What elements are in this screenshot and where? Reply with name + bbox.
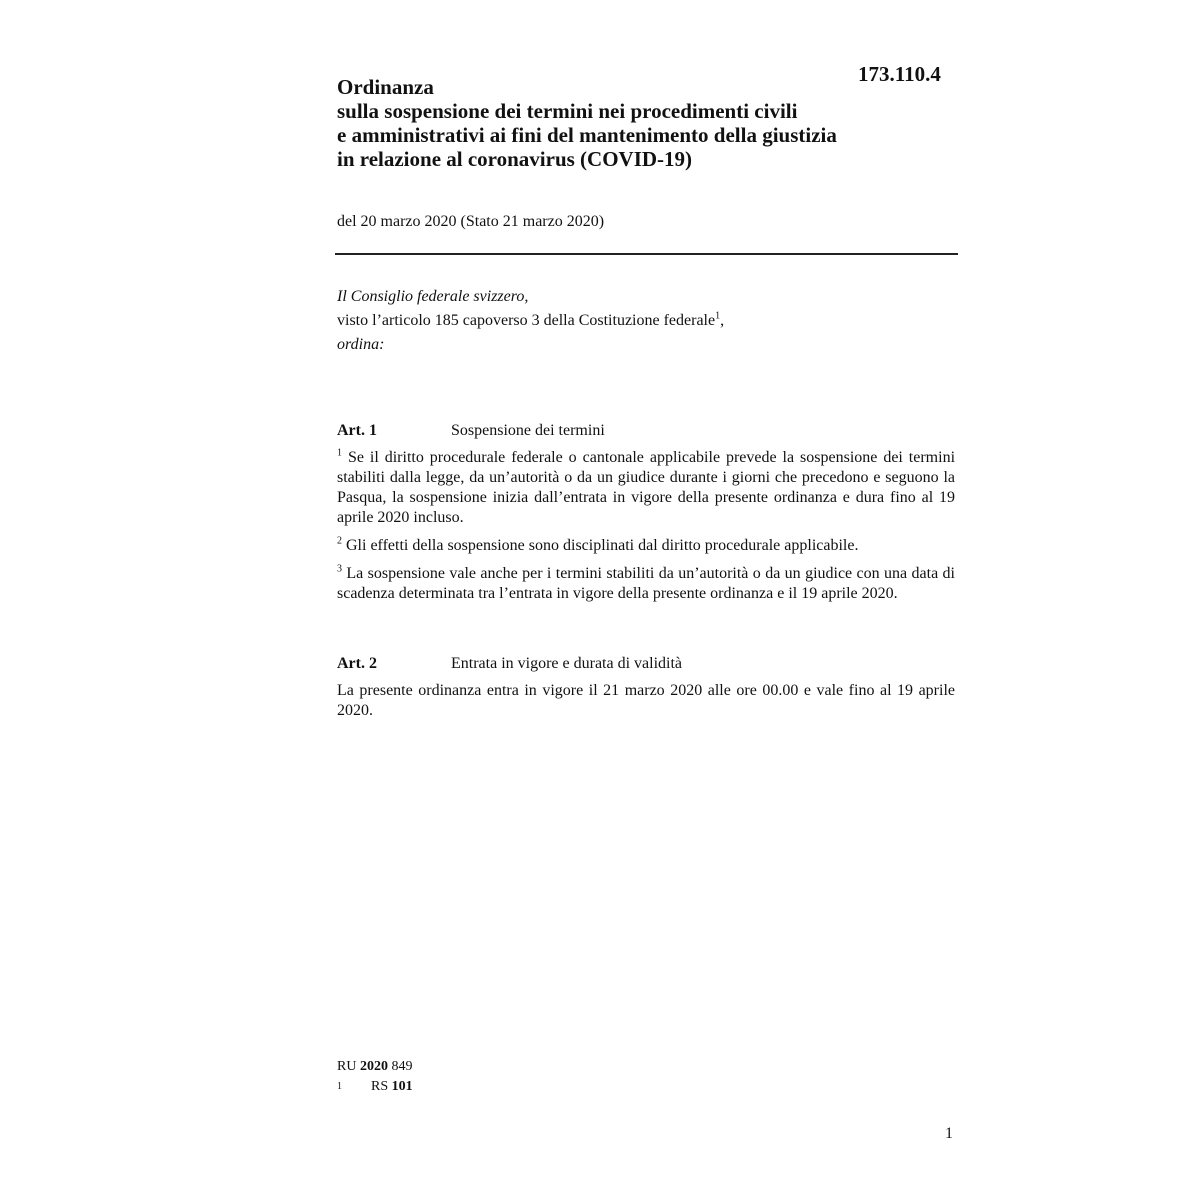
- title-divider: [335, 253, 958, 255]
- title-line-2: sulla sospensione dei termini nei procedimenti civili: [337, 99, 798, 123]
- article-2-paragraph-1: [337, 681, 955, 721]
- article-1-heading: Sospensione dei termini: [451, 422, 605, 439]
- footnote-ru: [337, 1057, 412, 1077]
- paragraph-number: 2: [337, 535, 342, 547]
- article-1-paragraph-3: [337, 564, 955, 604]
- document-date: del 20 marzo 2020 (Stato 21 marzo 2020): [337, 213, 605, 230]
- page-number: 1: [945, 1125, 953, 1142]
- paragraph-number: 1: [337, 447, 342, 459]
- ru-page: 849: [391, 1059, 413, 1074]
- ingress: [337, 285, 724, 357]
- ru-prefix: RU: [337, 1059, 357, 1074]
- footnote-1-number: 101: [391, 1079, 413, 1094]
- paragraph-text: Se il diritto procedurale federale o cantonale applicabile prevede la sospensione dei termini stabiliti dalla legge, da un’autorità o da un giudice durante i giorni che precedono e seguono la Pasqua, la sospensione inizia dall’entrata in vigore della presente ordinanza e dura fino al 19 aprile 2020 incluso.: [337, 449, 956, 526]
- paragraph-text: La sospensione vale anche per i termini stabiliti da un’autorità o da un giudice con una data di scadenza determinata tra l’entrata in vigore della presente ordinanza e il 19 aprile 2020.: [337, 565, 956, 602]
- article-1-paragraph-1: [337, 448, 955, 528]
- paragraph-text: Gli effetti della sospensione sono disciplinati dal diritto procedurale applicabile.: [346, 537, 859, 554]
- ru-year: 2020: [359, 1059, 388, 1074]
- article-1-number: Art. 1: [337, 422, 377, 439]
- legal-basis-end: ,: [720, 312, 725, 329]
- article-1-header: [337, 422, 955, 440]
- paragraph-text: La presente ordinanza entra in vigore il 21 marzo 2020 alle ore 00.00 e vale fino al 19 aprile 2020.: [337, 682, 955, 719]
- document-title: [337, 75, 957, 171]
- footnote-1-mark: 1: [337, 1081, 342, 1092]
- title-line-4: in relazione al coronavirus (COVID-19): [337, 147, 693, 171]
- paragraph-number: 3: [337, 563, 342, 575]
- article-2: [337, 655, 955, 721]
- footnote-1-prefix: RS: [371, 1079, 389, 1094]
- title-line-3: e amministrativi ai fini del mantenimento della giustizia: [337, 123, 837, 147]
- article-2-heading: Entrata in vigore e durata di validità: [451, 655, 683, 672]
- article-2-header: [337, 655, 955, 673]
- sr-number: 173.110.4: [858, 62, 941, 86]
- ingress-authority: Il Consiglio federale svizzero,: [337, 288, 529, 305]
- ingress-decree: ordina:: [337, 336, 385, 353]
- article-1-paragraph-2: [337, 536, 955, 556]
- footnote-1: [337, 1077, 413, 1097]
- legal-basis-text: visto l’articolo 185 capoverso 3 della Costituzione federale: [337, 312, 716, 329]
- article-2-number: Art. 2: [337, 655, 377, 672]
- title-line-1: Ordinanza: [337, 75, 434, 99]
- footnote-ref-1[interactable]: 1: [715, 310, 721, 322]
- article-1: [337, 422, 955, 604]
- ingress-legal-basis: [337, 309, 724, 333]
